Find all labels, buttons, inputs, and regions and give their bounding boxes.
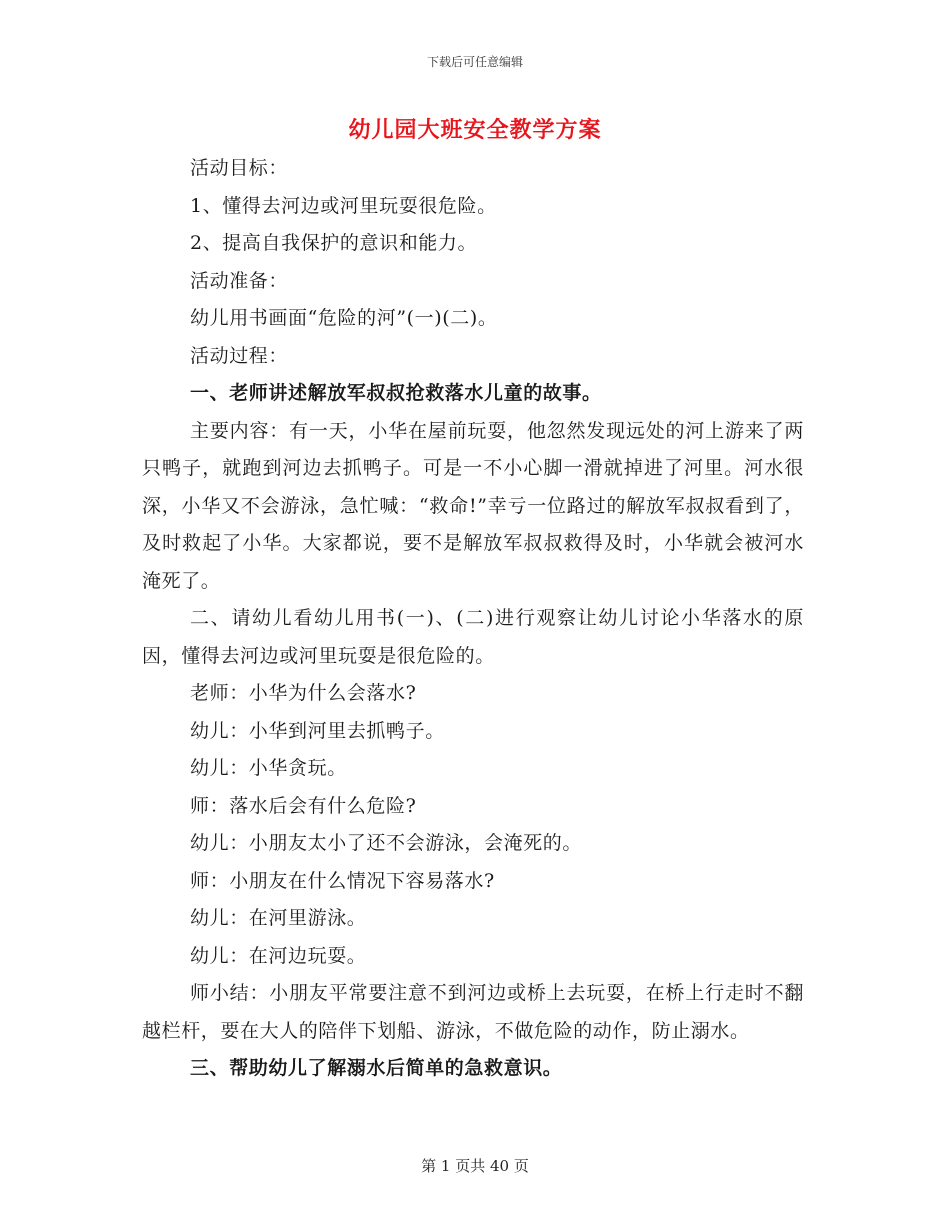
document-title: 幼儿园大班安全教学方案 xyxy=(348,117,602,143)
dialogue-line: 师：落水后会有什么危险? xyxy=(190,794,417,817)
dialogue-line: 幼儿：小朋友太小了还不会游泳，会淹死的。 xyxy=(190,832,583,854)
page-footer: 第 1 页共 40 页 xyxy=(421,1157,529,1175)
dialogue-line: 幼儿：在河边玩耍。 xyxy=(190,944,367,967)
paragraph-goal-2: 2、提高自我保护的意识和能力。 xyxy=(190,232,478,254)
paragraph-story: 主要内容：有一天，小华在屋前玩耍，他忽然发现远处的河上游来了两只鸭子，就跑到河边去抓鸭子。可是一不小心脚一滑就掉进了河里。河水很深，小华又不会游泳，急忙喊：“救命!”幸亏一位路过的解放军叔叔看到了，及时救起了小华。大家都说，要不是解放军叔叔救得及时，小华就会被河水淹死了。 xyxy=(142,419,804,592)
dialogue-line: 幼儿：小华贪玩。 xyxy=(190,757,347,779)
dialogue-line: 幼儿：在河里游泳。 xyxy=(190,907,367,929)
dialogue-line: 幼儿：小华到河里去抓鸭子。 xyxy=(190,719,445,742)
dialogue-line: 师：小朋友在什么情况下容易落水? xyxy=(190,869,495,892)
paragraph-goal-1: 1、懂得去河边或河里玩耍很危险。 xyxy=(190,194,497,217)
document-body xyxy=(142,150,804,1088)
section-heading-2: 二、请幼儿看幼儿用书(一)、(二)进行观察让幼儿讨论小华落水的原因，懂得去河边或河里玩耍是很危险的。 xyxy=(142,607,804,667)
paragraph-materials: 幼儿用书画面“危险的河”(一)(二)。 xyxy=(190,307,498,329)
paragraph-activity-process: 活动过程： xyxy=(190,344,289,367)
section-heading-1: 一、老师讲述解放军叔叔抢救落水儿童的故事。 xyxy=(190,382,602,404)
paragraph-activity-goals: 活动目标： xyxy=(190,157,289,179)
section-heading-3: 三、帮助幼儿了解溺水后简单的急救意识。 xyxy=(190,1057,563,1079)
paragraph-summary: 师小结：小朋友平常要注意不到河边或桥上去玩耍，在桥上行走时不翻越栏杆，要在大人的陪伴下划船、游泳，不做危险的动作，防止溺水。 xyxy=(142,982,804,1042)
dialogue-line: 老师：小华为什么会落水? xyxy=(190,682,417,704)
page-header-note: 下载后可任意编辑 xyxy=(426,55,523,69)
paragraph-activity-preparation: 活动准备： xyxy=(190,269,289,292)
